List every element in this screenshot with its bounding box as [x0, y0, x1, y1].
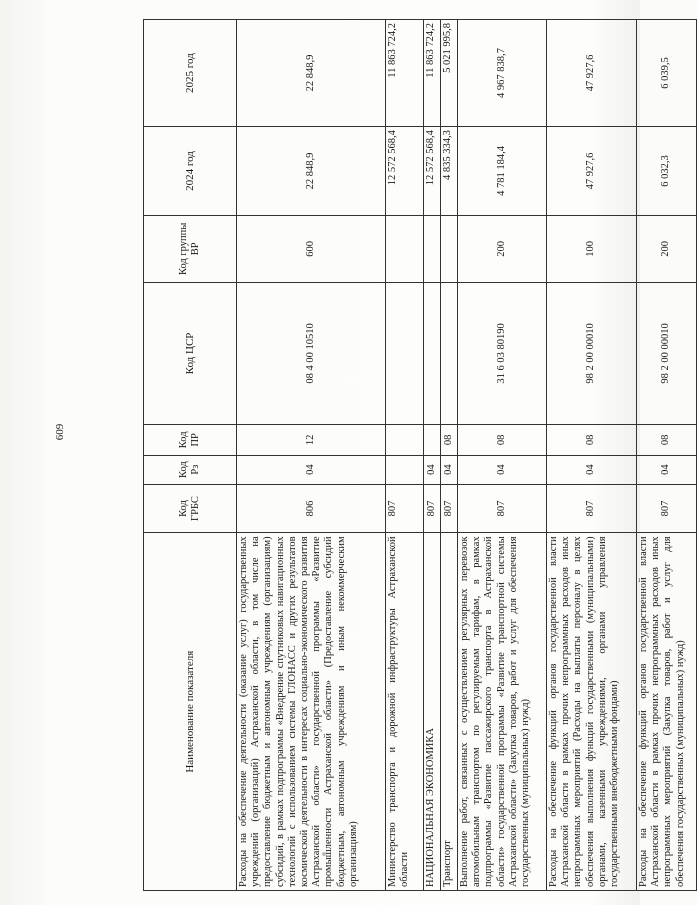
row-name: НАЦИОНАЛЬНАЯ ЭКОНОМИКА: [424, 533, 441, 891]
row-vr: [386, 215, 424, 282]
rotated-table-container: [143, 19, 686, 891]
row-name: Транспорт: [441, 533, 458, 891]
row-vr: 200: [637, 215, 697, 282]
table-row: [386, 20, 424, 891]
table-row: [458, 20, 547, 891]
row-2024: 47 927,6: [547, 127, 637, 216]
header-2025: 2025 год: [144, 20, 237, 127]
table-row: [237, 20, 386, 891]
row-2024: 4 835 334,3: [441, 127, 458, 216]
row-rz: 04: [547, 455, 637, 484]
row-csr: 08 4 00 10510: [237, 282, 386, 424]
header-row: [144, 20, 237, 891]
row-vr: [424, 215, 441, 282]
row-name: Выполнение работ, связанных с осуществлением регулярных перевозок автомобильным транспортом по регулируемым тарифам, в рамках подпрограммы «Развитие пассажирского транспорта в Астраханской области» государственной программы «Развитие транспортной системы Астраханской области» (Закупка товаров, работ и услуг для обеспечения государственных (муниципальных) нужд): [458, 533, 547, 891]
row-grbs: 807: [424, 484, 441, 533]
row-csr: 31 6 03 80190: [458, 282, 547, 424]
row-name: Расходы на обеспечение функций органов государственной власти Астраханской области в рамках прочих непрограммных расходов иных непрограммных мероприятий (Закупка товаров, работ и услуг для обеспечения государственных (муниципальных) нужд): [637, 533, 697, 891]
row-rz: 04: [441, 455, 458, 484]
row-csr: [441, 282, 458, 424]
row-vr: 100: [547, 215, 637, 282]
header-name: Наименование показателя: [144, 533, 237, 891]
row-vr: 200: [458, 215, 547, 282]
page-number: 609: [54, 423, 66, 441]
row-2024: 22 848,9: [237, 127, 386, 216]
row-2024: 4 781 184,4: [458, 127, 547, 216]
budget-table: [143, 19, 697, 891]
row-grbs: 807: [637, 484, 697, 533]
table-row: [424, 20, 441, 891]
row-name: Расходы на обеспечение функций органов государственной власти Астраханской области в рамках прочих непрограммных расходов иных непрограммных мероприятий (Расходы на выплаты персоналу в целях обеспечения выполнения функций государственными (муниципальными) органами, казенными учреждениями, органами управления государственными внебюджетными фондами): [547, 533, 637, 891]
row-2025: 11 863 724,2: [424, 20, 441, 127]
row-2025: 6 039,5: [637, 20, 697, 127]
table-row: [441, 20, 458, 891]
table-row: [547, 20, 637, 891]
header-pr: Код ПР: [144, 425, 237, 455]
row-rz: 04: [424, 455, 441, 484]
header-csr: Код ЦСР: [144, 282, 237, 424]
row-rz: 04: [237, 455, 386, 484]
row-2025: 47 927,6: [547, 20, 637, 127]
row-csr: [386, 282, 424, 424]
row-2025: 4 967 838,7: [458, 20, 547, 127]
row-grbs: 807: [458, 484, 547, 533]
row-pr: 08: [637, 425, 697, 455]
row-2024: 6 032,3: [637, 127, 697, 216]
row-2024: 12 572 568,4: [424, 127, 441, 216]
row-2024: 12 572 568,4: [386, 127, 424, 216]
header-grbs: Код ГРБС: [144, 484, 237, 533]
row-csr: 98 2 00 00010: [547, 282, 637, 424]
row-pr: 12: [237, 425, 386, 455]
table-row: [637, 20, 697, 891]
header-vr: Код группы ВР: [144, 215, 237, 282]
row-pr: 08: [441, 425, 458, 455]
header-rz: Код Рз: [144, 455, 237, 484]
row-grbs: 807: [547, 484, 637, 533]
row-2025: 11 863 724,2: [386, 20, 424, 127]
row-vr: [441, 215, 458, 282]
row-grbs: 807: [441, 484, 458, 533]
row-2025: 22 848,9: [237, 20, 386, 127]
row-csr: 98 2 00 00010: [637, 282, 697, 424]
row-grbs: 806: [237, 484, 386, 533]
row-name: Расходы на обеспечение деятельности (оказание услуг) государственных учреждений (организаций) Астраханской области, в том числе на предоставление бюджетным и автономным учреждениям (организациям) субсидий, в рамках подпрограммы «Внедрение спутниковых навигационных технологий с использованием системы ГЛОНАСС и других результатов космической деятельности в интересах социально-экономического развития Астраханской области» государственной программы «Развитие промышленности Астраханской области» (Предоставление субсидий бюджетным, автономным учреждениям и иным некоммерческим организациям): [237, 533, 386, 891]
header-2024: 2024 год: [144, 127, 237, 216]
row-name: Министерство транспорта и дорожной инфраструктуры Астраханской области: [386, 533, 424, 891]
row-pr: 08: [547, 425, 637, 455]
row-grbs: 807: [386, 484, 424, 533]
row-rz: [386, 455, 424, 484]
row-csr: [424, 282, 441, 424]
row-rz: 04: [458, 455, 547, 484]
row-rz: 04: [637, 455, 697, 484]
row-pr: 08: [458, 425, 547, 455]
row-pr: [424, 425, 441, 455]
row-vr: 600: [237, 215, 386, 282]
row-pr: [386, 425, 424, 455]
row-2025: 5 021 995,8: [441, 20, 458, 127]
